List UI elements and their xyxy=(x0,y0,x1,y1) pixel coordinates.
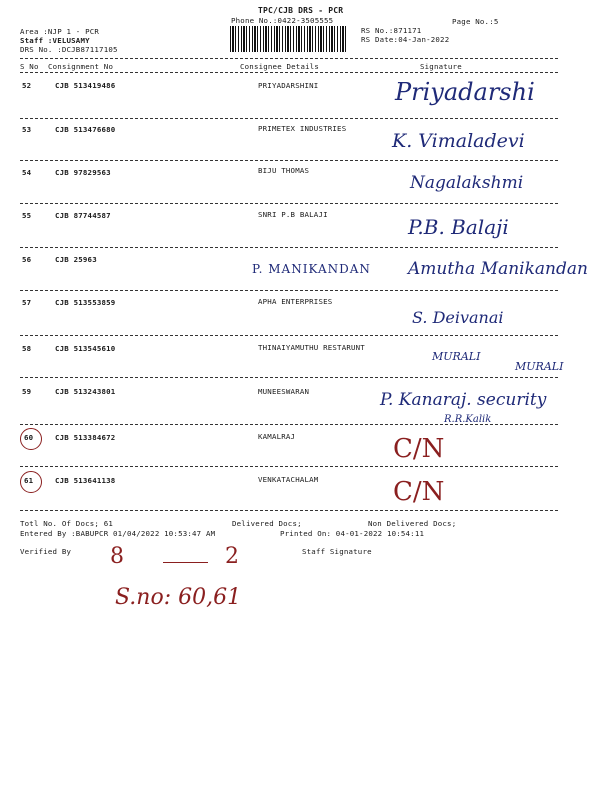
row-signature: Priyadarshi xyxy=(395,78,535,106)
row-signature: P. Kanaraj. security xyxy=(380,390,547,410)
verified-by-label: Verified By xyxy=(20,547,72,556)
row-sno: 57 xyxy=(22,298,32,307)
column-consignee: Consignee Details xyxy=(240,62,320,71)
printed-on: Printed On: 04-01-2022 10:54:11 xyxy=(280,529,425,538)
divider xyxy=(20,424,558,425)
column-consignment: Consignment No xyxy=(48,62,114,71)
row-consignment: CJB 513419486 xyxy=(55,81,116,90)
row-sno: 55 xyxy=(22,211,32,220)
total-docs: Totl No. Of Docs; 61 xyxy=(20,519,113,528)
non-delivered-docs: Non Delivered Docs; xyxy=(368,519,457,528)
row-sno: 53 xyxy=(22,125,32,134)
row-consignee: PRIYADARSHINI xyxy=(258,81,319,90)
row-consignee: APHA ENTERPRISES xyxy=(258,297,333,306)
page-number: Page No.:5 xyxy=(452,17,499,26)
row-sno: 52 xyxy=(22,81,32,90)
handwritten-delivered-count: 8 xyxy=(110,544,124,569)
row-consignment: CJB 513243801 xyxy=(55,387,116,396)
handwritten-dash xyxy=(163,562,208,563)
area-field: Area :NJP 1 - PCR xyxy=(20,27,100,36)
divider xyxy=(20,466,558,467)
divider xyxy=(20,510,558,511)
staff-signature-label: Staff Signature xyxy=(302,547,372,556)
row-consignee: KAMALRAJ xyxy=(258,432,296,441)
row-consignment: CJB 513545610 xyxy=(55,344,116,353)
row-consignee: MUNEESWARAN xyxy=(258,387,310,396)
report-title: TPC/CJB DRS - PCR xyxy=(258,6,344,15)
divider xyxy=(20,290,558,291)
handwritten-non-delivered-count: 2 xyxy=(225,544,239,569)
divider xyxy=(20,377,558,378)
row-signature: C/N xyxy=(393,434,445,464)
row-consignment: CJB 25963 xyxy=(55,255,97,264)
row-sno: 58 xyxy=(22,344,32,353)
column-signature: Signature xyxy=(420,62,462,71)
row-signature: K. Vimaladevi xyxy=(392,130,525,152)
staff-field: Staff :VELUSAMY xyxy=(20,36,90,45)
row-consignment: CJB 513384672 xyxy=(55,433,116,442)
delivered-docs: Delivered Docs; xyxy=(232,519,302,528)
row-consignee: SNRI P.B BALAJI xyxy=(258,210,328,219)
handwritten-note: S.no: 60,61 xyxy=(115,585,242,610)
row-sno: 54 xyxy=(22,168,32,177)
phone-number: Phone No.:0422-3505555 xyxy=(231,16,334,25)
row-consignment: CJB 97829563 xyxy=(55,168,111,177)
rs-number: RS No.:871171 xyxy=(361,26,422,35)
barcode-image xyxy=(230,26,348,52)
row-signature-secondary: R.R.Kalik xyxy=(444,414,492,425)
divider xyxy=(20,72,558,73)
row-consignee: P. MANIKANDAN xyxy=(252,262,371,276)
drs-number: DRS No. :DCJB87117105 xyxy=(20,45,118,54)
row-signature: Nagalakshmi xyxy=(410,173,524,193)
row-sno: 61 xyxy=(24,476,34,485)
entered-by: Entered By :BABUPCR 01/04/2022 10:53:47 AM xyxy=(20,529,216,538)
row-signature: C/N xyxy=(393,477,445,507)
row-consignee: THINAIYAMUTHU RESTARUNT xyxy=(258,343,365,352)
row-signature: Amutha Manikandan xyxy=(408,259,588,279)
row-signature: P.B. Balaji xyxy=(408,215,509,239)
row-consignee: VENKATACHALAM xyxy=(258,475,319,484)
row-signature: MURALI xyxy=(432,350,481,363)
row-signature: S. Deivanai xyxy=(412,308,504,327)
divider xyxy=(20,203,558,204)
row-consignment: CJB 87744587 xyxy=(55,211,111,220)
divider xyxy=(20,335,558,336)
row-consignment: CJB 513476680 xyxy=(55,125,116,134)
row-consignee: PRIMETEX INDUSTRIES xyxy=(258,124,347,133)
column-sno: S No xyxy=(20,62,39,71)
row-sno: 56 xyxy=(22,255,32,264)
divider xyxy=(20,58,558,59)
row-consignment: CJB 513553859 xyxy=(55,298,116,307)
row-signature-secondary: MURALI xyxy=(515,360,564,373)
rs-date: RS Date:04-Jan-2022 xyxy=(361,35,450,44)
row-consignment: CJB 513641138 xyxy=(55,476,116,485)
row-sno: 60 xyxy=(24,433,34,442)
divider xyxy=(20,160,558,161)
divider xyxy=(20,118,558,119)
row-sno: 59 xyxy=(22,387,32,396)
row-consignee: BIJU THOMAS xyxy=(258,166,310,175)
divider xyxy=(20,247,558,248)
